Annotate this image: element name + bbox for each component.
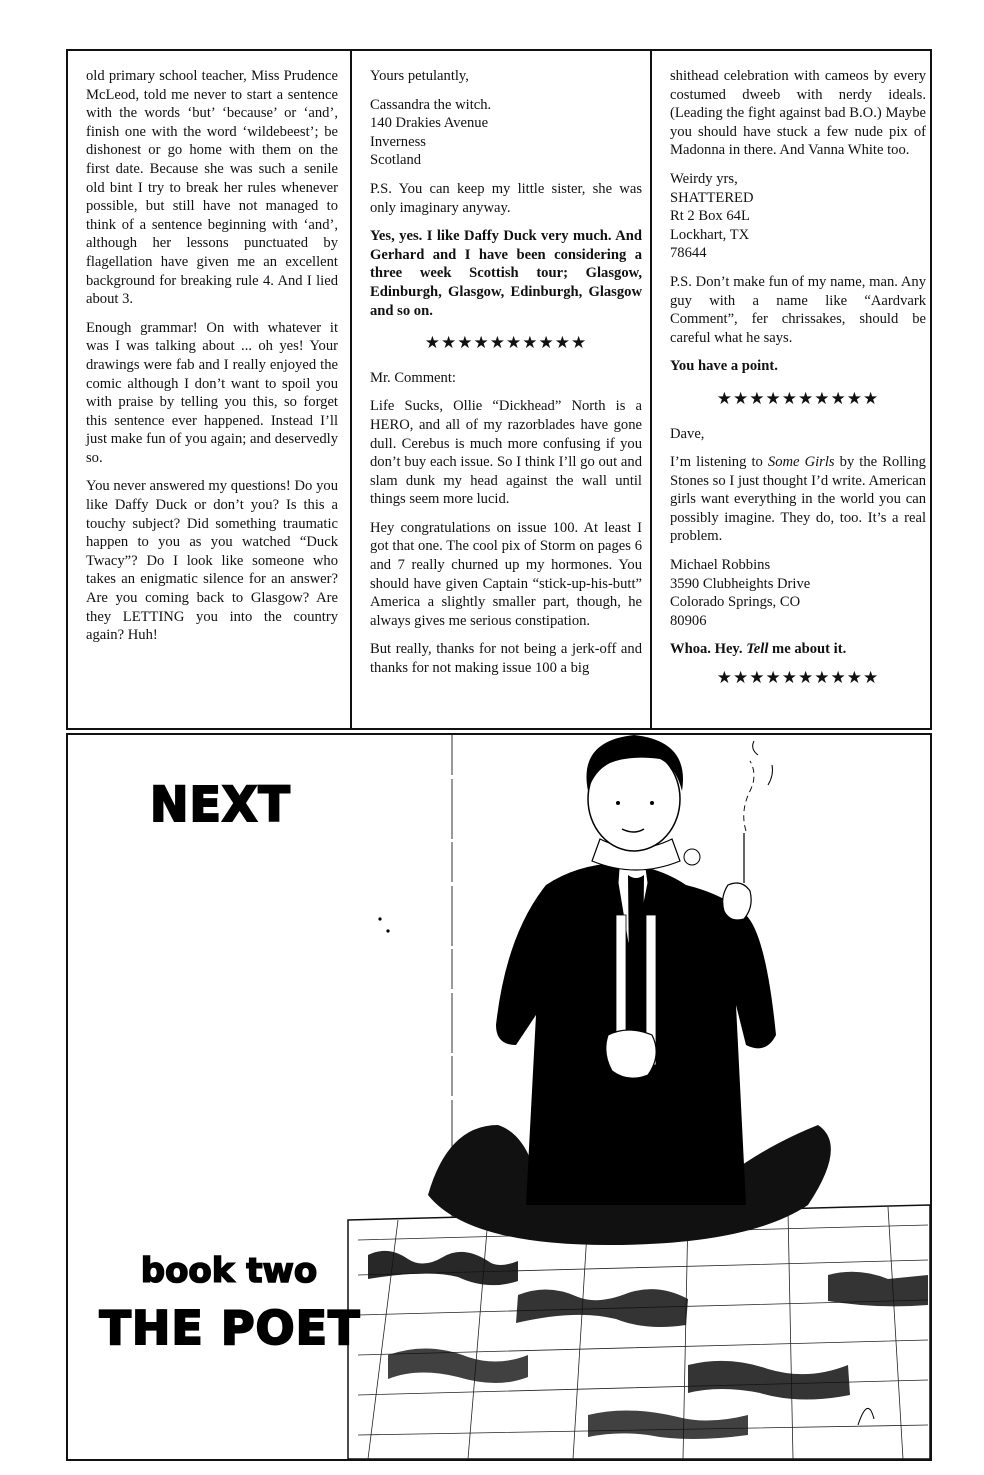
signer-name: Michael Robbins xyxy=(670,557,771,574)
letter-closing: Yours petulantly, xyxy=(370,68,469,84)
letter-address xyxy=(370,96,642,170)
book-label: book two xyxy=(140,1251,318,1291)
address-line: Rt 2 Box 64L xyxy=(670,208,750,225)
address-line: 80906 xyxy=(670,612,707,629)
editor-reply: Whoa. Hey. Tell me about it. xyxy=(670,641,847,658)
letter-closing: Weirdy yrs, xyxy=(670,170,738,187)
album-title: Some Girls xyxy=(767,454,835,471)
emphasis: Tell xyxy=(746,641,769,658)
letter-postscript: P.S. Don’t make fun of my name, man. Any guy with a name like “Aardvark Comment”, fer chrissakes, should be careful what he says. xyxy=(670,273,926,346)
letter-paragraph: I’m listening to Some Girls by the Rolling Stones so I just thought I’d write. American girls want everything in the world you can possibly imagine. They do, too. It’s a real problem. xyxy=(670,454,926,545)
letter-column-1 xyxy=(68,51,350,728)
letter-paragraph: Enough grammar! On with whatever it was I was talking about ... oh yes! Your drawings were fab and I really enjoyed the comic although I don’t want to spoil you with praise by telling you this, so forget this sentence ever happened. Instead I’ll just make fun of you again; and deservedly so. xyxy=(86,319,338,466)
address-line: Colorado Springs, CO xyxy=(670,594,801,611)
editor-reply: Yes, yes. I like Daffy Duck very much. And Gerhard and I have been considering a three week Scottish tour; Glasgow, Edinburgh, Glasgow, Edinburgh, Glasgow and so on. xyxy=(370,228,642,319)
address-line: 3590 Clubheights Drive xyxy=(670,575,811,592)
letter-paragraph: Hey congratulations on issue 100. At least I got that one. The cool pix of Storm on pages 6 and 7 really churned up my hormones. You should have given Captain “stick-up-his-butt” America a slightly smaller part, though, he always gives me serious constipation. xyxy=(370,519,642,629)
letter-postscript: P.S. You can keep my little sister, she was only imaginary anyway. xyxy=(370,180,642,216)
address-line: Lockhart, TX xyxy=(670,226,750,243)
signer-name: Cassandra the witch. xyxy=(370,96,492,113)
star-divider: ★★★★★★★★★★ xyxy=(716,668,880,688)
editor-reply: You have a point. xyxy=(670,358,778,375)
letter-address xyxy=(670,170,926,263)
next-heading: NEXT xyxy=(150,775,291,833)
letter-paragraph: You never answered my questions! Do you like Daffy Duck or don’t you? Is this a touchy subject? Did something traumatic happen to you as you watched “Duck Twacy”? Do I look like someone who takes an enigmatic silence for an answer? Are you coming back to Glasgow? Are they LETTING you into the country again? Huh! xyxy=(86,478,338,644)
letter-paragraph: shithead celebration with cameos by every costumed dweeb with nerdy ideals. (Leading the fight against bad B.O.) Maybe you should have stuck a few nude pix of Madonna in there. And Vanna White too. xyxy=(670,68,926,159)
promo-title: THE POET xyxy=(99,1301,361,1355)
letter-paragraph: Life Sucks, Ollie “Dickhead” North is a HERO, and all of my razorblades have gone dull. Cerebus is much more confusing if you don’t buy each issue. So I think I’ll go out and slam dunk my head against the wall until things seem more lucid. xyxy=(370,398,642,508)
letter-paragraph: old primary school teacher, Miss Prudence McLeod, told me never to start a sentence with the words ‘but’ ‘because’ or ‘and’, finish one with the word ‘wildebeest’; be dishonest or go home with them on the first date. Because she was such a senile old bint I try to break her rules whenever possible, but still have not managed to think of a sentence beginning with ‘and’, although her lessons punctuated by flagellation have given me an excellent background for breaking rule 4. And I lied about 3. xyxy=(86,68,338,308)
letter-salutation: Dave, xyxy=(670,425,705,442)
letter-address xyxy=(670,556,926,630)
letter-salutation: Mr. Comment: xyxy=(370,369,456,386)
letter-column-2 xyxy=(350,51,650,728)
address-line: Inverness xyxy=(370,133,426,150)
address-line: 78644 xyxy=(670,245,707,262)
letter-column-3 xyxy=(650,51,932,728)
next-issue-promo xyxy=(66,733,932,1461)
star-divider: ★★★★★★★★★★ xyxy=(716,388,880,408)
address-line: Scotland xyxy=(370,152,422,169)
letters-page xyxy=(66,49,932,730)
address-line: 140 Drakies Avenue xyxy=(370,115,489,132)
star-divider: ★★★★★★★★★★ xyxy=(424,333,588,353)
letter-paragraph: But really, thanks for not being a jerk-off and thanks for not making issue 100 a big xyxy=(370,641,642,677)
signer-name: SHATTERED xyxy=(670,189,754,206)
